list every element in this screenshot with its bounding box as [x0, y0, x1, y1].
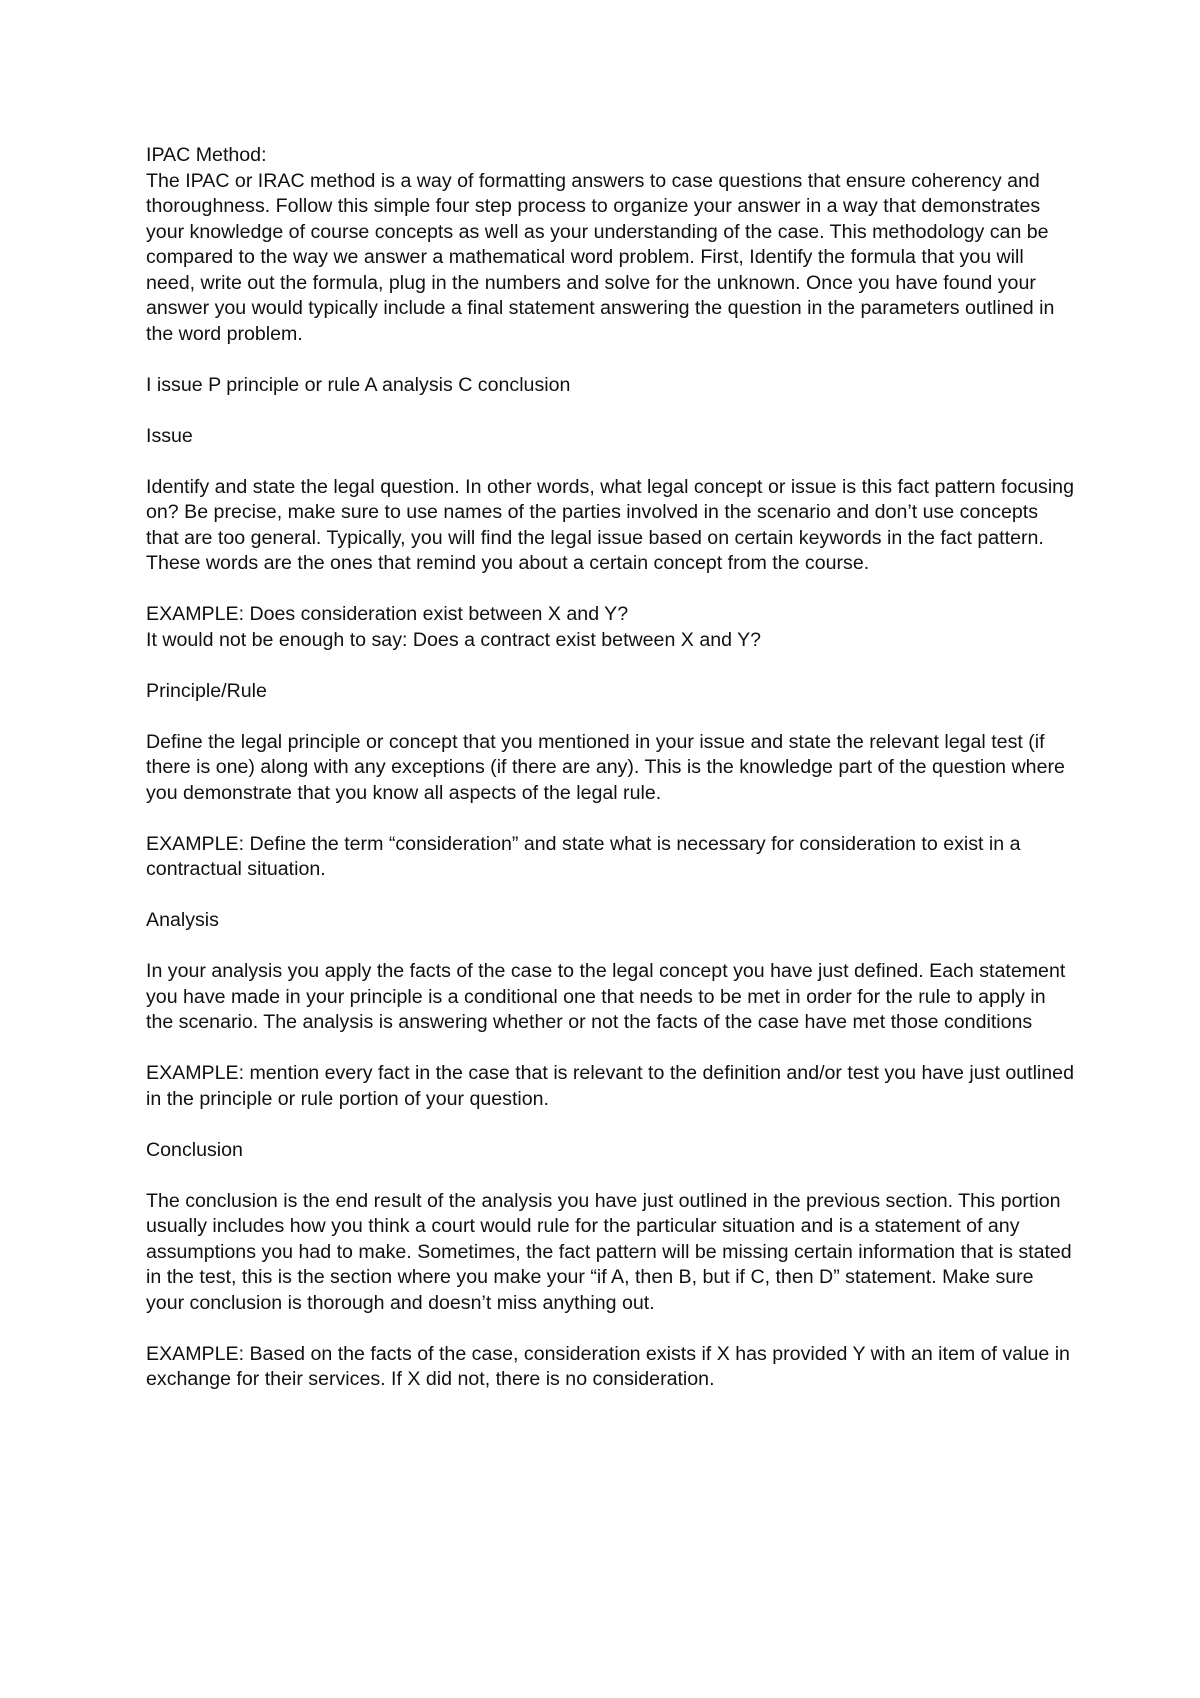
issue-paragraph: Identify and state the legal question. In other words, what legal concept or issue is this fact pattern focusing on? Be precise, make sure to use names of the parties involved in the scenario and don’t use concepts that are too general. Typically, you will find the legal issue based on certain keywords in the fact pattern. These words are the ones that remind you about a certain concept from the course. [146, 475, 1074, 574]
intro-paragraph: The IPAC or IRAC method is a way of formatting answers to case questions that ensure coherency and thoroughness. Follow this simple four step process to organize your answer in a way that demonstrates your knowledge of course concepts as well as your understanding of the case. This methodology can be compared to the way we answer a mathematical word problem. First, Identify the formula that you will need, write out the formula, plug in the numbers and solve for the unknown. Once you have found your answer you would typically include a final statement answering the question in the parameters outlined in the word problem. [146, 169, 1055, 345]
document-title: IPAC Method: [146, 144, 267, 166]
conclusion-heading: Conclusion [146, 1138, 243, 1161]
analysis-heading: Analysis [146, 909, 219, 931]
document-body [146, 143, 1076, 1393]
issue-example-note: It would not be enough to say: Does a contract exist between X and Y? [146, 628, 762, 651]
principle-heading: Principle/Rule [146, 679, 267, 702]
analysis-paragraph: In your analysis you apply the facts of the case to the legal concept you have just defined. Each statement you have made in your principle is a conditional one that needs to be met in order for the rule to apply in the scenario. The analysis is answering whether or not the facts of the case have met those conditions [146, 960, 1066, 1033]
issue-heading: Issue [146, 424, 193, 447]
principle-paragraph: Define the legal principle or concept that you mentioned in your issue and state the relevant legal test (if there is one) along with any exceptions (if there are any). This is the knowledge part of the question where you demonstrate that you know all aspects of the legal rule. [146, 730, 1065, 804]
conclusion-example: EXAMPLE: Based on the facts of the case, consideration exists if X has provided Y with an item of value in exchange for their services. If X did not, there is no consideration. [146, 1342, 1070, 1390]
principle-example: EXAMPLE: Define the term “consideration” and state what is necessary for consideration to exist in a contractual situation. [146, 832, 1021, 880]
analysis-example: EXAMPLE: mention every fact in the case that is relevant to the definition and/or test you have just outlined in the principle or rule portion of your question. [146, 1062, 1074, 1110]
issue-example: EXAMPLE: Does consideration exist between X and Y? [146, 603, 629, 625]
conclusion-paragraph: The conclusion is the end result of the analysis you have just outlined in the previous section. This portion usually includes how you think a court would rule for the particular situation and is a statement of any assumptions you had to make. Sometimes, the fact pattern will be missing certain information that is stated in the test, this is the section where you make your “if A, then B, but if C, then D” statement. Make sure your conclusion is thorough and doesn’t miss anything out. [146, 1189, 1072, 1314]
acronym-line: I issue P principle or rule A analysis C conclusion [146, 373, 571, 396]
